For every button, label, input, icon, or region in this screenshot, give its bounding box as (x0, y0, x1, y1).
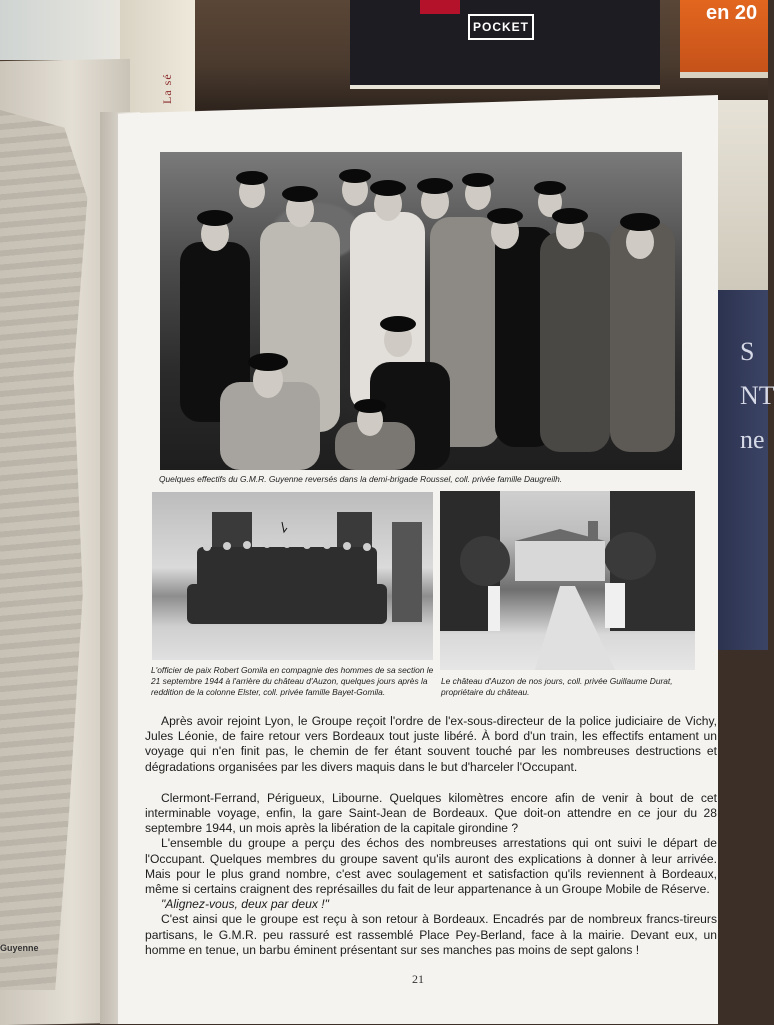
pocket-logo: POCKET (468, 14, 534, 40)
chateau-auzon-photo (440, 491, 695, 670)
paragraph-3: L'ensemble du groupe a perçu des échos des nombreuses arrestations qui ont suivi le départ de l'Occupant. Quelques membres du groupe savent qu'ils auront des explications à donner à leur arrivée. Mais pour le plus grand nombre, c'est avec soulagement et satisfaction qu'ils reviennent à Bordeaux, même si certains craignent des représailles du fait de leur appartenance à un Groupe Mobile de Réserve. (145, 836, 717, 897)
pocket-book-red-band (420, 0, 460, 14)
paragraph-1: Après avoir rejoint Lyon, le Groupe reçoit l'ordre de l'ex-sous-directeur de la police judiciaire de Vichy, Jules Léonie, de faire retour vers Bordeaux tout juste libéré. À bord d'un train, les effectifs entament un voyage qui n'en finit pas, le chemin de fer étant souvent touché par les nombreuses destructions et dégradations organisées par les divers maquis dans le but d'harceler l'Occupant. (145, 714, 717, 774)
background-paper-stack (716, 100, 768, 290)
group-photo-top (160, 152, 682, 470)
section-photo-chateau-rear (152, 492, 433, 660)
group-photo-figures (160, 152, 682, 470)
caption-top-photo: Quelques effectifs du G.M.R. Guyenne reversés dans la demi-brigade Roussel, coll. privée famille Daugreilh. (159, 474, 563, 484)
caption-section-photo: L'officier de paix Robert Gomila en compagnie des hommes de sa section le 21 septembre 1944 à l'arrière du château d'Auzon, quelques jours après la reddition de la colonne Elster, coll. privée famille Bayet-Gomila. (151, 665, 434, 697)
right-book-title: S NT ne (740, 337, 774, 454)
body-text (145, 714, 717, 958)
chateau-auzon-scene (440, 491, 695, 670)
orange-book-title: en 20 (706, 2, 758, 24)
quote-line: "Alignez-vous, deux par deux !" (161, 897, 329, 912)
paragraph-4: C'est ainsi que le groupe est reçu à son retour à Bordeaux. Encadrés par de nombreux francs-tireurs partisans, le G.M.R. peu rassuré est rassemblé Place Pey-Berland, face à la mairie. Devant eux, un homme en tenue, un barbu éminent présentant sur ses manches pas moins de sept galons ! (145, 912, 717, 957)
book-spine-title: La sé (160, 73, 174, 104)
section-photo-figures (152, 492, 433, 660)
left-page-caption: Guyenne (0, 943, 39, 953)
page-number: 21 (412, 972, 424, 986)
background-book (0, 0, 120, 60)
caption-chateau-photo: Le château d'Auzon de nos jours, coll. privée Guillaume Durat, propriétaire du château. (441, 676, 673, 697)
paragraph-2: Clermont-Ferrand, Périgueux, Libourne. Quelques kilomètres encore afin de venir à bout de cet interminable voyage, enfin, la gare Saint-Jean de Bordeaux. Que doit-on attendre en ce jour du 28 septembre 1944, un mois après la libération de la capitale girondine ? (145, 790, 717, 836)
